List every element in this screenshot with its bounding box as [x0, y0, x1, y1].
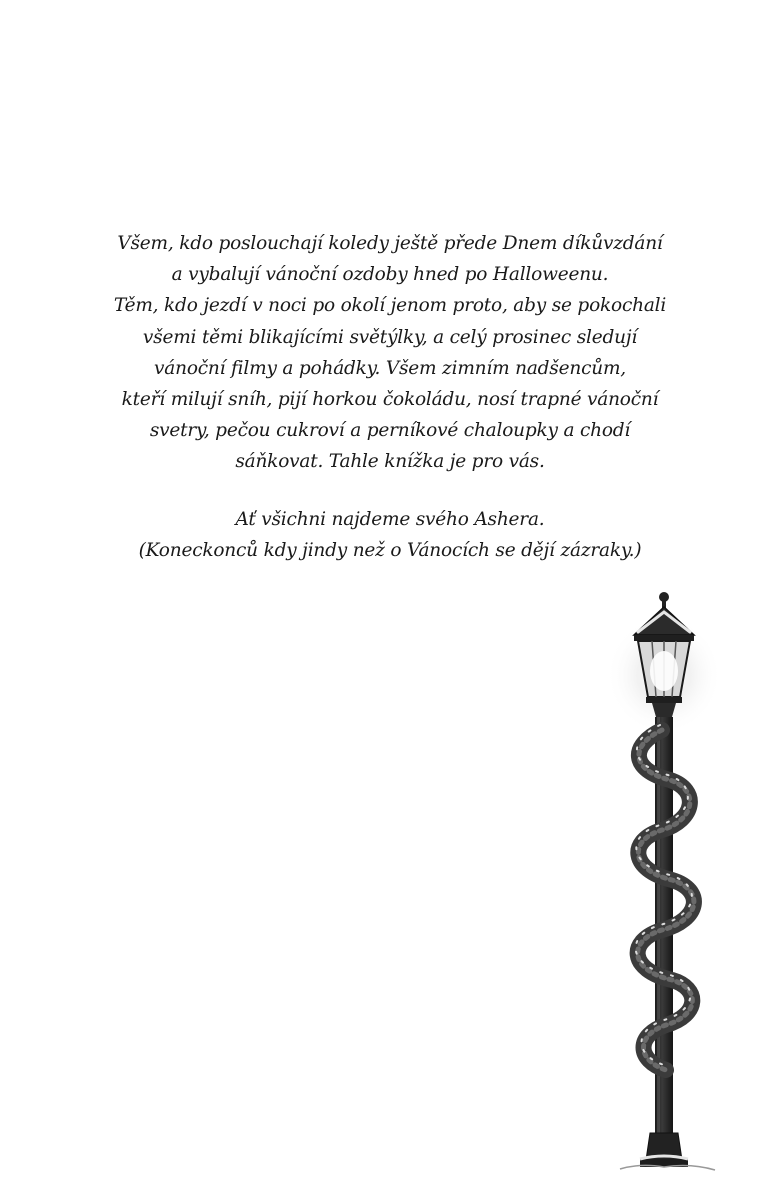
paragraph-gap [60, 478, 720, 504]
street-lamp-with-garland-icon [600, 585, 740, 1175]
dedication-line: svetry, pečou cukroví a perníkové chaloupky a chodí [149, 420, 631, 442]
dedication-line: a vybalují vánoční ozdoby hned po Halloweenu. [171, 264, 609, 286]
dedication-line: sáňkovat. Tahle knížka je pro vás. [235, 451, 545, 473]
dedication-line: kteří milují sníh, pijí horkou čokoládu, nosí trapné vánoční [121, 389, 659, 411]
dedication-line: Těm, kdo jezdí v noci po okolí jenom proto, aby se pokochali [113, 295, 667, 317]
dedication-line: (Koneckonců kdy jindy než o Vánocích se dějí zázraky.) [138, 539, 642, 561]
dedication-line: Všem, kdo poslouchají koledy ještě přede Dnem díkůvzdání [117, 233, 663, 254]
dedication-line: všemi těmi blikajícími světýlky, a celý prosinec sledují [142, 326, 638, 348]
dedication-line: vánoční filmy a pohádky. Všem zimním nadšencům, [154, 357, 626, 379]
dedication-line: Ať všichni najdeme svého Ashera. [235, 508, 545, 530]
dedication-text [60, 228, 720, 566]
